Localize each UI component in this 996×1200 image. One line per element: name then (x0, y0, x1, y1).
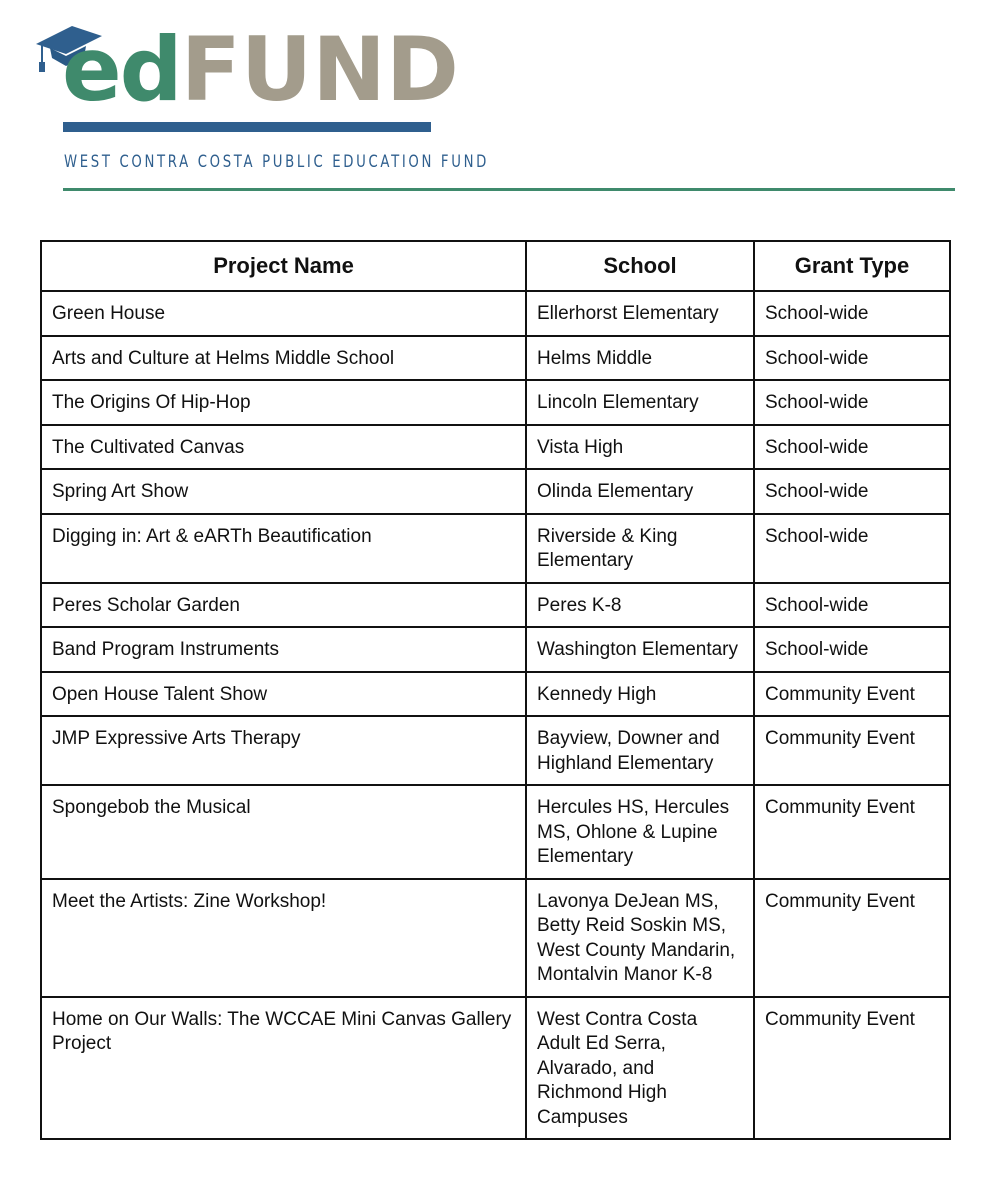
header-school: School (526, 241, 754, 291)
table-row (41, 425, 950, 470)
project-name-cell: Meet the Artists: Zine Workshop! (41, 879, 526, 997)
logo-wordmark (62, 18, 459, 121)
header-grant-type: Grant Type (754, 241, 950, 291)
grant-type-cell: Community Event (754, 997, 950, 1140)
project-name-cell: Home on Our Walls: The WCCAE Mini Canvas Gallery Project (41, 997, 526, 1140)
school-cell: Hercules HS, Hercules MS, Ohlone & Lupine Elementary (526, 785, 754, 879)
school-cell: Peres K-8 (526, 583, 754, 628)
header-divider (63, 188, 955, 191)
grant-type-cell: School-wide (754, 583, 950, 628)
school-cell: Bayview, Downer and Highland Elementary (526, 716, 754, 785)
table-row (41, 627, 950, 672)
project-name-cell: Digging in: Art & eARTh Beautification (41, 514, 526, 583)
grant-type-cell: School-wide (754, 627, 950, 672)
grant-type-cell: Community Event (754, 785, 950, 879)
table-header-row (41, 241, 950, 291)
grants-table (40, 240, 951, 1140)
table-row (41, 672, 950, 717)
school-cell: Helms Middle (526, 336, 754, 381)
grant-type-cell: Community Event (754, 672, 950, 717)
school-cell: Lincoln Elementary (526, 380, 754, 425)
grant-type-cell: Community Event (754, 716, 950, 785)
project-name-cell: The Cultivated Canvas (41, 425, 526, 470)
grant-type-cell: School-wide (754, 469, 950, 514)
school-cell: Lavonya DeJean MS, Betty Reid Soskin MS, West County Mandarin, Montalvin Manor K-8 (526, 879, 754, 997)
grant-type-cell: School-wide (754, 380, 950, 425)
project-name-cell: Open House Talent Show (41, 672, 526, 717)
project-name-cell: Arts and Culture at Helms Middle School (41, 336, 526, 381)
logo-ed: ed (62, 18, 181, 121)
grant-type-cell: School-wide (754, 291, 950, 336)
table-row (41, 716, 950, 785)
school-cell: Riverside & King Elementary (526, 514, 754, 583)
table-row (41, 469, 950, 514)
table-row (41, 997, 950, 1140)
project-name-cell: The Origins Of Hip-Hop (41, 380, 526, 425)
table-row (41, 785, 950, 879)
school-cell: West Contra Costa Adult Ed Serra, Alvarado, and Richmond High Campuses (526, 997, 754, 1140)
header-project-name: Project Name (41, 241, 526, 291)
school-cell: Kennedy High (526, 672, 754, 717)
edfund-logo (36, 14, 490, 184)
logo-fund: FUND (180, 18, 459, 121)
table-row (41, 291, 950, 336)
project-name-cell: Spring Art Show (41, 469, 526, 514)
project-name-cell: Peres Scholar Garden (41, 583, 526, 628)
grant-type-cell: School-wide (754, 336, 950, 381)
project-name-cell: Band Program Instruments (41, 627, 526, 672)
school-cell: Vista High (526, 425, 754, 470)
school-cell: Ellerhorst Elementary (526, 291, 754, 336)
school-cell: Olinda Elementary (526, 469, 754, 514)
table-row (41, 336, 950, 381)
project-name-cell: JMP Expressive Arts Therapy (41, 716, 526, 785)
table-row (41, 583, 950, 628)
project-name-cell: Green House (41, 291, 526, 336)
project-name-cell: Spongebob the Musical (41, 785, 526, 879)
school-cell: Washington Elementary (526, 627, 754, 672)
grant-type-cell: School-wide (754, 514, 950, 583)
logo-underline-bar (63, 122, 431, 132)
logo-tagline: WEST CONTRA COSTA PUBLIC EDUCATION FUND (64, 152, 490, 172)
grant-type-cell: School-wide (754, 425, 950, 470)
table-row (41, 879, 950, 997)
grant-type-cell: Community Event (754, 879, 950, 997)
table-row (41, 514, 950, 583)
table-row (41, 380, 950, 425)
